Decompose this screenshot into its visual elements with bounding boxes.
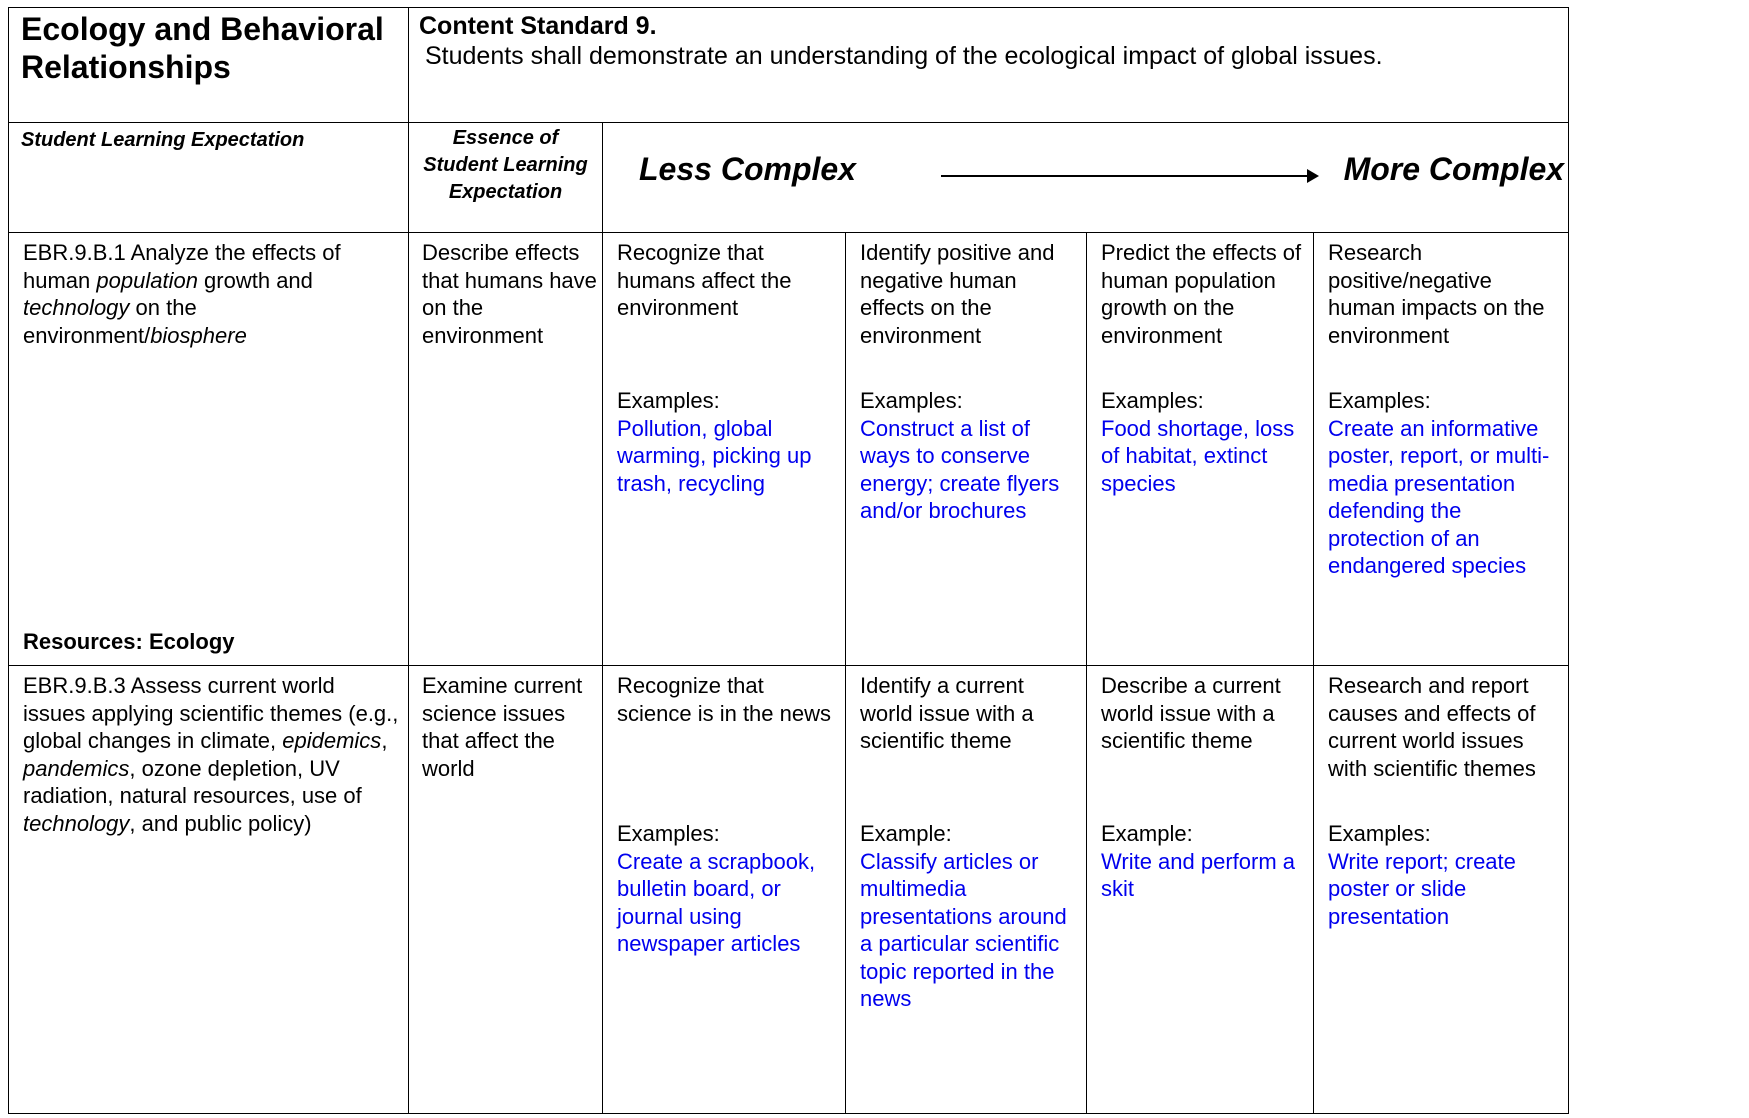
complexity-arrow-icon — [941, 175, 1317, 177]
examples-text: Create a scrapbook, bulletin board, or journal using newspaper articles — [617, 848, 816, 956]
examples-block — [1314, 820, 1568, 930]
level-text: Research positive/negative human impacts on the environment — [1328, 240, 1545, 348]
level-cell — [1314, 233, 1569, 666]
essence-text: Describe effects that humans have on the environment — [422, 240, 597, 348]
level-text: Recognize that science is in the news — [617, 673, 831, 726]
essence-cell — [409, 233, 603, 666]
examples-block — [1087, 820, 1313, 903]
more-complex-label: More Complex — [1343, 151, 1565, 187]
level-text: Research and report causes and effects of current world issues with scientific themes — [1328, 673, 1536, 781]
standards-table — [8, 7, 1569, 1114]
examples-label: Examples: — [617, 821, 720, 846]
essence-header-cell — [409, 123, 603, 233]
level-text: Identify a current world issue with a scientific theme — [860, 673, 1034, 753]
examples-label: Examples: — [1101, 388, 1204, 413]
table-row — [9, 666, 1569, 1114]
examples-label: Example: — [1101, 821, 1193, 846]
level-text: Predict the effects of human population growth on the environment — [1101, 240, 1302, 348]
content-standard-text: Students shall demonstrate an understanding of the ecological impact of global issues. — [425, 42, 1383, 70]
examples-text: Food shortage, loss of habitat, extinct species — [1101, 415, 1295, 496]
level-text: Describe a current world issue with a scientific theme — [1101, 673, 1281, 753]
examples-block — [1087, 387, 1313, 497]
level-cell — [603, 233, 846, 666]
level-cell — [1087, 233, 1314, 666]
examples-block — [846, 820, 1086, 1013]
content-standard-cell — [409, 8, 1569, 123]
sle-cell — [9, 233, 409, 666]
level-cell — [846, 233, 1087, 666]
examples-label: Examples: — [617, 388, 720, 413]
level-cell — [1314, 666, 1569, 1114]
table-row — [9, 233, 1569, 666]
examples-text: Write report; create poster or slide presentation — [1328, 848, 1516, 929]
sle-header-cell — [9, 123, 409, 233]
complexity-scale — [603, 123, 1568, 232]
essence-cell — [409, 666, 603, 1114]
examples-label: Examples: — [1328, 388, 1431, 413]
level-cell — [846, 666, 1087, 1114]
sle-text: EBR.9.B.3 Assess current world issues applying scientific themes (e.g., global changes in climate, epidemics, pandemics, ozone depletion, UV radiation, natural resources, use of technology, and public policy) — [23, 673, 399, 836]
level-cell — [603, 666, 846, 1114]
resources-label: Resources: Ecology — [23, 629, 235, 654]
essence-column-header: Essence of Student Learning Expectation — [423, 127, 588, 203]
content-standard-heading: Content Standard 9. — [419, 12, 657, 40]
less-complex-label: Less Complex — [639, 151, 856, 187]
complexity-header-cell — [603, 123, 1569, 233]
strand-title-cell — [9, 8, 409, 123]
examples-block — [603, 820, 845, 958]
sle-cell — [9, 666, 409, 1114]
strand-title: Ecology and Behavioral Relationships — [21, 11, 384, 85]
examples-block — [603, 387, 845, 497]
examples-label: Examples: — [860, 388, 963, 413]
examples-text: Write and perform a skit — [1101, 848, 1296, 901]
sle-text: EBR.9.B.1 Analyze the effects of human population growth and technology on the environment/biosphere — [23, 240, 341, 348]
sle-column-header: Student Learning Expectation — [21, 129, 305, 151]
level-cell — [1087, 666, 1314, 1114]
level-text: Recognize that humans affect the environment — [617, 240, 792, 320]
level-text: Identify positive and negative human effects on the environment — [860, 240, 1055, 348]
examples-text: Create an informative poster, report, or multi-media presentation defending the protection of an endangered species — [1328, 415, 1550, 578]
examples-block — [1314, 387, 1568, 580]
examples-text: Classify articles or multimedia presentations around a particular scientific topic reported in the news — [860, 848, 1067, 1011]
examples-block — [846, 387, 1086, 525]
examples-text: Pollution, global warming, picking up trash, recycling — [617, 415, 812, 496]
examples-text: Construct a list of ways to conserve energy; create flyers and/or brochures — [860, 415, 1060, 523]
examples-label: Examples: — [1328, 821, 1431, 846]
examples-label: Example: — [860, 821, 952, 846]
essence-text: Examine current science issues that affect the world — [422, 673, 583, 781]
